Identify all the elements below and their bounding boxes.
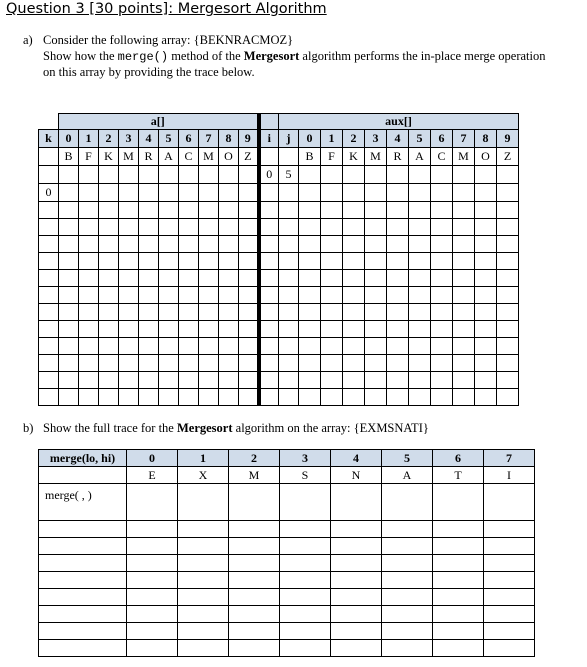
- b-index-0: 0: [127, 450, 178, 467]
- b-value-1: X: [178, 467, 229, 484]
- aux-index-8: 8: [475, 130, 497, 148]
- part-b-line: [43, 421, 429, 436]
- a-value-5: A: [159, 148, 179, 166]
- a-value-4: R: [139, 148, 159, 166]
- b-index-6: 6: [433, 450, 484, 467]
- b-value-4: N: [331, 467, 382, 484]
- trace-row-first: [39, 184, 519, 202]
- a-value-3: M: [119, 148, 139, 166]
- a-index-0: 0: [59, 130, 79, 148]
- merge-trace-table: [38, 113, 519, 406]
- a-value-9: Z: [239, 148, 259, 166]
- b-index-3: 3: [280, 450, 331, 467]
- aux-value-3: M: [365, 148, 387, 166]
- mergesort-bold: Mergesort: [243, 49, 300, 63]
- a-index-5: 5: [159, 130, 179, 148]
- question-heading: Question 3 [30 points]: Mergesort Algorithm: [6, 1, 327, 17]
- part-a-line-1: Consider the following array: {BEKNRACMOZ}: [43, 33, 294, 47]
- part-b-mergesort-bold: Mergesort: [176, 421, 233, 435]
- k-first-value: 0: [39, 184, 59, 202]
- mergesort-trace-table: [38, 449, 535, 657]
- aux-value-8: O: [475, 148, 497, 166]
- aux-value-9: Z: [497, 148, 519, 166]
- a-index-2: 2: [99, 130, 119, 148]
- b-index-5: 5: [382, 450, 433, 467]
- a-value-0: B: [59, 148, 79, 166]
- a-index-3: 3: [119, 130, 139, 148]
- aux-value-5: A: [409, 148, 431, 166]
- aux-index-0: 0: [299, 130, 321, 148]
- a-index-9: 9: [239, 130, 259, 148]
- b-value-7: I: [484, 467, 535, 484]
- part-a-marker: a): [23, 33, 33, 47]
- aux-index-4: 4: [387, 130, 409, 148]
- aux-value-1: F: [321, 148, 343, 166]
- b-value-5: A: [382, 467, 433, 484]
- b-value-0: E: [127, 467, 178, 484]
- part-a-line-2: [43, 49, 546, 64]
- b-value-6: T: [433, 467, 484, 484]
- mergesort-first-trace-row: [39, 484, 535, 521]
- aux-value-7: M: [453, 148, 475, 166]
- aux-value-4: R: [387, 148, 409, 166]
- index-header-row: [39, 130, 519, 148]
- b-value-2: M: [229, 467, 280, 484]
- part-b-marker: b): [23, 421, 34, 435]
- a-index-7: 7: [199, 130, 219, 148]
- part-a-line-2-post: algorithm performs the in-place merge operation: [299, 49, 546, 63]
- a-value-7: M: [199, 148, 219, 166]
- initial-values-row: [39, 148, 519, 166]
- aux-value-0: B: [299, 148, 321, 166]
- aux-index-5: 5: [409, 130, 431, 148]
- aux-index-6: 6: [431, 130, 453, 148]
- trace-empty-rows: [39, 202, 519, 406]
- aux-index-9: 9: [497, 130, 519, 148]
- a-index-8: 8: [219, 130, 239, 148]
- a-value-6: C: [179, 148, 199, 166]
- merge-call-label: merge( , ): [39, 484, 127, 521]
- part-b-line-post: algorithm on the array: {EXMSNATI}: [232, 421, 429, 435]
- mergesort-index-row: [39, 450, 535, 467]
- k-header: k: [39, 130, 59, 148]
- a-value-8: O: [219, 148, 239, 166]
- b-index-2: 2: [229, 450, 280, 467]
- a-index-6: 6: [179, 130, 199, 148]
- merge-method-code: merge(): [117, 50, 169, 64]
- a-value-2: K: [99, 148, 119, 166]
- part-a-line-2-mid: method of the: [168, 49, 244, 63]
- b-index-1: 1: [178, 450, 229, 467]
- i-initial-value: 0: [259, 166, 279, 184]
- aux-index-3: 3: [365, 130, 387, 148]
- part-a-line-2-pre: Show how the: [43, 49, 118, 63]
- i-header: i: [259, 130, 279, 148]
- aux-value-6: C: [431, 148, 453, 166]
- initial-pointers-row: [39, 166, 519, 184]
- table-title-row: [39, 114, 519, 130]
- a-index-1: 1: [79, 130, 99, 148]
- aux-value-2: K: [343, 148, 365, 166]
- aux-index-2: 2: [343, 130, 365, 148]
- j-header: j: [279, 130, 299, 148]
- j-initial-value: 5: [279, 166, 299, 184]
- a-index-4: 4: [139, 130, 159, 148]
- mergesort-values-row: [39, 467, 535, 484]
- mergesort-empty-rows: [39, 521, 535, 657]
- a-array-title: a[]: [59, 114, 259, 130]
- part-a-line-3: on this array by providing the trace below.: [43, 65, 255, 79]
- merge-lo-hi-header: merge(lo, hi): [39, 450, 127, 467]
- b-index-4: 4: [331, 450, 382, 467]
- a-value-1: F: [79, 148, 99, 166]
- b-index-7: 7: [484, 450, 535, 467]
- aux-index-1: 1: [321, 130, 343, 148]
- aux-array-title: aux[]: [279, 114, 519, 130]
- part-b-line-pre: Show the full trace for the: [43, 421, 177, 435]
- b-value-3: S: [280, 467, 331, 484]
- aux-index-7: 7: [453, 130, 475, 148]
